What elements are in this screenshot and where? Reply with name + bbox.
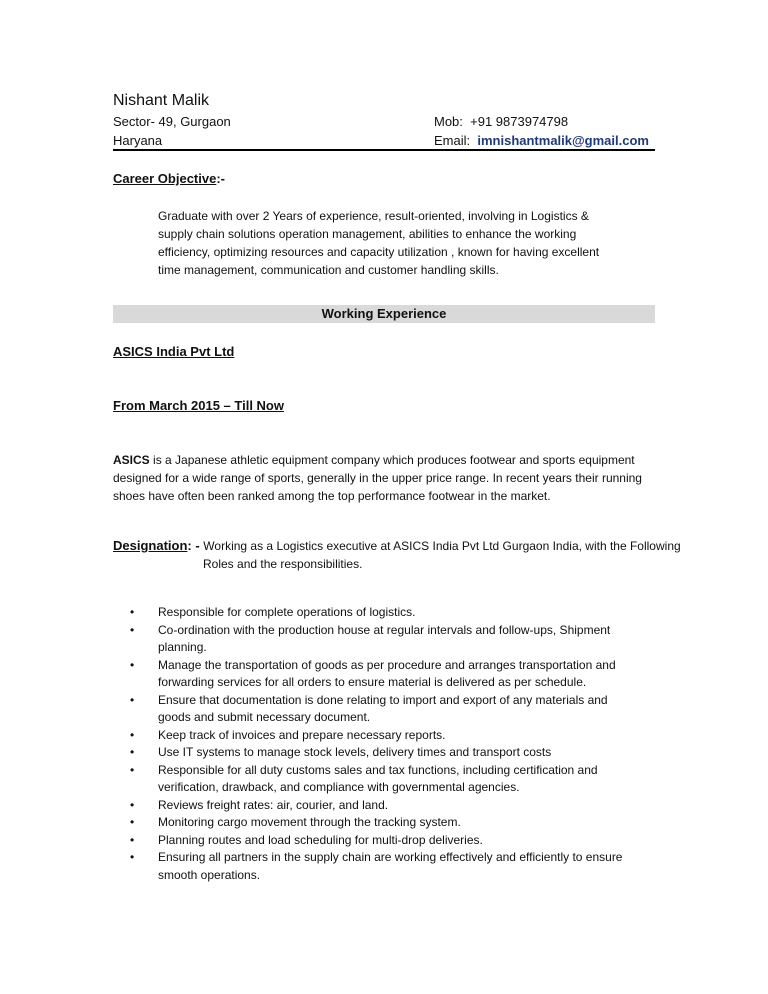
responsibility-item bbox=[128, 692, 622, 727]
description-line: designed for a wide range of sports, generally in the upper price range. In recent years their running bbox=[113, 471, 642, 485]
bullet-icon: • bbox=[130, 850, 135, 864]
responsibility-text bbox=[158, 849, 622, 884]
responsibility-item bbox=[128, 832, 622, 850]
objective-line: Graduate with over 2 Years of experience, result-oriented, involving in Logistics & bbox=[158, 209, 589, 223]
description-line: shoes have often been ranked among the top performance footwear in the market. bbox=[113, 489, 551, 503]
responsibility-line: verification, drawback, and compliance with governmental agencies. bbox=[158, 780, 520, 794]
responsibility-item bbox=[128, 762, 622, 797]
designation-continuation: Roles and the responsibilities. bbox=[203, 557, 363, 571]
responsibility-line: Co-ordination with the production house at regular intervals and follow-ups, Shipment bbox=[158, 622, 611, 637]
mobile-line bbox=[434, 114, 568, 129]
employment-period: From March 2015 – Till Now bbox=[113, 398, 284, 413]
career-objective-text bbox=[158, 207, 648, 279]
responsibility-item bbox=[128, 744, 622, 762]
company-bold-name: ASICS bbox=[113, 453, 150, 467]
responsibility-item bbox=[128, 727, 622, 745]
company-description bbox=[113, 451, 713, 505]
mobile-label: Mob: bbox=[434, 114, 463, 129]
responsibility-line: Monitoring cargo movement through the tracking system. bbox=[158, 815, 461, 829]
responsibility-text bbox=[158, 832, 622, 850]
responsibility-line: forwarding services for all orders to ensure material is delivered as per schedule. bbox=[158, 675, 587, 689]
responsibility-text bbox=[158, 727, 622, 745]
email-line bbox=[434, 133, 649, 148]
email-label: Email: bbox=[434, 133, 471, 148]
email-address[interactable]: imnishantmalik@gmail.com bbox=[477, 133, 649, 148]
working-experience-band: Working Experience bbox=[113, 305, 655, 323]
mobile-number: +91 9873974798 bbox=[470, 114, 569, 129]
candidate-name: Nishant Malik bbox=[113, 92, 210, 109]
responsibility-line: smooth operations. bbox=[158, 867, 261, 882]
responsibility-line: Reviews freight rates: air, courier, and land. bbox=[158, 797, 389, 812]
responsibility-item bbox=[128, 622, 622, 657]
designation-label: Designation bbox=[113, 538, 188, 553]
responsibility-text bbox=[158, 744, 622, 762]
header-divider bbox=[113, 149, 655, 151]
bullet-icon: • bbox=[130, 832, 135, 847]
responsibility-line: Ensuring all partners in the supply chain are working effectively and efficiently to ensure bbox=[158, 850, 623, 864]
designation-line bbox=[113, 537, 681, 555]
responsibility-item bbox=[128, 657, 622, 692]
bullet-icon: • bbox=[130, 815, 135, 829]
address-line-1: Sector- 49, Gurgaon bbox=[113, 114, 231, 129]
responsibility-text bbox=[158, 797, 622, 815]
company-name: ASICS India Pvt Ltd bbox=[113, 344, 235, 359]
description-line bbox=[113, 451, 713, 469]
address-line-2: Haryana bbox=[113, 133, 163, 148]
responsibility-line: Responsible for all duty customs sales and tax functions, including certification and bbox=[158, 762, 598, 777]
responsibility-line: Ensure that documentation is done relating to import and export of any materials and bbox=[158, 692, 608, 707]
career-objective-heading bbox=[113, 171, 225, 186]
responsibility-line: Keep track of invoices and prepare necessary reports. bbox=[158, 727, 446, 742]
bullet-icon: • bbox=[130, 762, 135, 777]
career-objective-title: Career Objective bbox=[113, 171, 217, 186]
designation-colon: : - bbox=[187, 538, 204, 553]
responsibility-text bbox=[158, 604, 622, 622]
responsibility-line: goods and submit necessary document. bbox=[158, 710, 371, 724]
career-objective-suffix: :- bbox=[216, 171, 226, 186]
bullet-icon: • bbox=[130, 657, 135, 672]
responsibility-text bbox=[158, 657, 622, 692]
responsibility-line: Use IT systems to manage stock levels, delivery times and transport costs bbox=[158, 745, 552, 759]
responsibility-text bbox=[158, 692, 622, 727]
responsibility-line: planning. bbox=[158, 640, 207, 654]
responsibility-text bbox=[158, 622, 622, 657]
bullet-icon: • bbox=[130, 605, 135, 619]
responsibility-item bbox=[128, 797, 622, 815]
objective-line: efficiency, optimizing resources and capacity utilization , known for having excellent bbox=[158, 245, 600, 259]
objective-line: time management, communication and customer handling skills. bbox=[158, 263, 499, 277]
designation-text: Working as a Logistics executive at ASICS India Pvt Ltd Gurgaon India, with the Following bbox=[203, 539, 681, 553]
responsibility-text bbox=[158, 814, 622, 832]
bullet-icon: • bbox=[130, 745, 135, 759]
responsibility-line: Responsible for complete operations of logistics. bbox=[158, 605, 416, 619]
bullet-icon: • bbox=[130, 692, 135, 707]
responsibility-item bbox=[128, 849, 622, 884]
objective-line: supply chain solutions operation management, abilities to enhance the working bbox=[158, 227, 577, 241]
bullet-icon: • bbox=[130, 727, 135, 742]
responsibility-line: Manage the transportation of goods as per procedure and arranges transportation and bbox=[158, 657, 616, 672]
bullet-icon: • bbox=[130, 622, 135, 637]
responsibility-line: Planning routes and load scheduling for multi-drop deliveries. bbox=[158, 832, 483, 847]
responsibility-text bbox=[158, 762, 622, 797]
bullet-icon: • bbox=[130, 797, 135, 812]
responsibilities-list bbox=[128, 604, 622, 884]
responsibility-item bbox=[128, 604, 622, 622]
responsibility-item bbox=[128, 814, 622, 832]
description-text: is a Japanese athletic equipment company which produces footwear and sports equipment bbox=[149, 453, 635, 467]
